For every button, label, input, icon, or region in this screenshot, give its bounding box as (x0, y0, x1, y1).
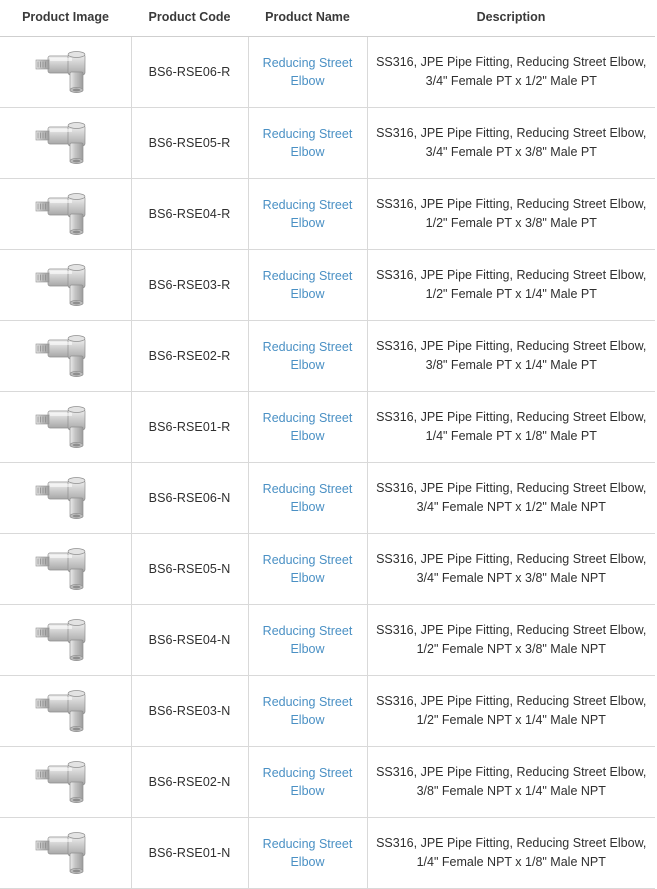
product-description-cell: SS316, JPE Pipe Fitting, Reducing Street Elbow, 1/4" Female PT x 1/8" Male PT (367, 392, 655, 463)
table-row (0, 250, 655, 321)
product-code-cell: BS6-RSE03-R (131, 250, 248, 321)
product-name-link[interactable]: Reducing Street Elbow (262, 694, 353, 727)
product-code-cell: BS6-RSE01-N (131, 818, 248, 889)
product-name-link[interactable]: Reducing Street Elbow (262, 268, 353, 301)
product-description-cell: SS316, JPE Pipe Fitting, Reducing Street Elbow, 1/2" Female NPT x 3/8" Male NPT (367, 605, 655, 676)
column-header-product-image: Product Image (0, 0, 131, 37)
product-description-cell: SS316, JPE Pipe Fitting, Reducing Street Elbow, 3/8" Female NPT x 1/4" Male NPT (367, 747, 655, 818)
product-image-cell (0, 392, 131, 463)
column-header-product-name: Product Name (248, 0, 367, 37)
product-image-cell (0, 818, 131, 889)
product-description-cell: SS316, JPE Pipe Fitting, Reducing Street Elbow, 3/4" Female PT x 1/2" Male PT (367, 37, 655, 108)
table-body (0, 37, 655, 889)
product-image-cell (0, 108, 131, 179)
table-row (0, 747, 655, 818)
table-row (0, 818, 655, 889)
table-row (0, 108, 655, 179)
product-name-link[interactable]: Reducing Street Elbow (262, 55, 353, 88)
pipe-fitting-elbow-icon (6, 330, 125, 382)
pipe-fitting-elbow-icon (6, 188, 125, 240)
product-image-cell (0, 534, 131, 605)
product-code-cell: BS6-RSE02-N (131, 747, 248, 818)
pipe-fitting-elbow-icon (6, 827, 125, 879)
product-name-cell (248, 463, 367, 534)
table-row (0, 463, 655, 534)
product-name-cell (248, 676, 367, 747)
table-header-row (0, 0, 655, 37)
product-name-cell (248, 605, 367, 676)
product-description-cell: SS316, JPE Pipe Fitting, Reducing Street Elbow, 3/4" Female NPT x 3/8" Male NPT (367, 534, 655, 605)
pipe-fitting-elbow-icon (6, 614, 125, 666)
product-description-cell: SS316, JPE Pipe Fitting, Reducing Street Elbow, 3/4" Female NPT x 1/2" Male NPT (367, 463, 655, 534)
product-image-cell (0, 676, 131, 747)
product-name-link[interactable]: Reducing Street Elbow (262, 552, 353, 585)
product-name-link[interactable]: Reducing Street Elbow (262, 481, 353, 514)
product-name-cell (248, 321, 367, 392)
table-row (0, 321, 655, 392)
product-name-cell (248, 37, 367, 108)
product-image-cell (0, 250, 131, 321)
product-name-link[interactable]: Reducing Street Elbow (262, 339, 353, 372)
table-row (0, 179, 655, 250)
pipe-fitting-elbow-icon (6, 46, 125, 98)
column-header-description: Description (367, 0, 655, 37)
table-header (0, 0, 655, 37)
pipe-fitting-elbow-icon (6, 685, 125, 737)
product-code-cell: BS6-RSE06-R (131, 37, 248, 108)
product-code-cell: BS6-RSE01-R (131, 392, 248, 463)
product-image-cell (0, 179, 131, 250)
product-code-cell: BS6-RSE02-R (131, 321, 248, 392)
pipe-fitting-elbow-icon (6, 401, 125, 453)
product-name-cell (248, 747, 367, 818)
table-row (0, 37, 655, 108)
product-image-cell (0, 37, 131, 108)
table-row (0, 392, 655, 463)
product-name-cell (248, 250, 367, 321)
product-name-cell (248, 534, 367, 605)
product-image-cell (0, 463, 131, 534)
product-image-cell (0, 321, 131, 392)
product-description-cell: SS316, JPE Pipe Fitting, Reducing Street Elbow, 3/4" Female PT x 3/8" Male PT (367, 108, 655, 179)
product-code-cell: BS6-RSE06-N (131, 463, 248, 534)
pipe-fitting-elbow-icon (6, 117, 125, 169)
product-name-link[interactable]: Reducing Street Elbow (262, 623, 353, 656)
product-name-cell (248, 108, 367, 179)
product-code-cell: BS6-RSE04-R (131, 179, 248, 250)
product-description-cell: SS316, JPE Pipe Fitting, Reducing Street Elbow, 1/4" Female NPT x 1/8" Male NPT (367, 818, 655, 889)
pipe-fitting-elbow-icon (6, 756, 125, 808)
product-name-link[interactable]: Reducing Street Elbow (262, 126, 353, 159)
pipe-fitting-elbow-icon (6, 472, 125, 524)
product-name-link[interactable]: Reducing Street Elbow (262, 197, 353, 230)
product-name-cell (248, 818, 367, 889)
pipe-fitting-elbow-icon (6, 543, 125, 595)
product-name-cell (248, 179, 367, 250)
product-description-cell: SS316, JPE Pipe Fitting, Reducing Street Elbow, 1/2" Female NPT x 1/4" Male NPT (367, 676, 655, 747)
product-image-cell (0, 747, 131, 818)
product-name-link[interactable]: Reducing Street Elbow (262, 410, 353, 443)
pipe-fitting-elbow-icon (6, 259, 125, 311)
product-code-cell: BS6-RSE03-N (131, 676, 248, 747)
table-row (0, 676, 655, 747)
product-image-cell (0, 605, 131, 676)
table-row (0, 605, 655, 676)
table-row (0, 534, 655, 605)
product-name-link[interactable]: Reducing Street Elbow (262, 836, 353, 869)
product-description-cell: SS316, JPE Pipe Fitting, Reducing Street Elbow, 1/2" Female PT x 3/8" Male PT (367, 179, 655, 250)
product-name-link[interactable]: Reducing Street Elbow (262, 765, 353, 798)
product-code-cell: BS6-RSE05-N (131, 534, 248, 605)
column-header-product-code: Product Code (131, 0, 248, 37)
product-code-cell: BS6-RSE04-N (131, 605, 248, 676)
product-description-cell: SS316, JPE Pipe Fitting, Reducing Street Elbow, 1/2" Female PT x 1/4" Male PT (367, 250, 655, 321)
product-code-cell: BS6-RSE05-R (131, 108, 248, 179)
product-name-cell (248, 392, 367, 463)
product-description-cell: SS316, JPE Pipe Fitting, Reducing Street Elbow, 3/8" Female PT x 1/4" Male PT (367, 321, 655, 392)
